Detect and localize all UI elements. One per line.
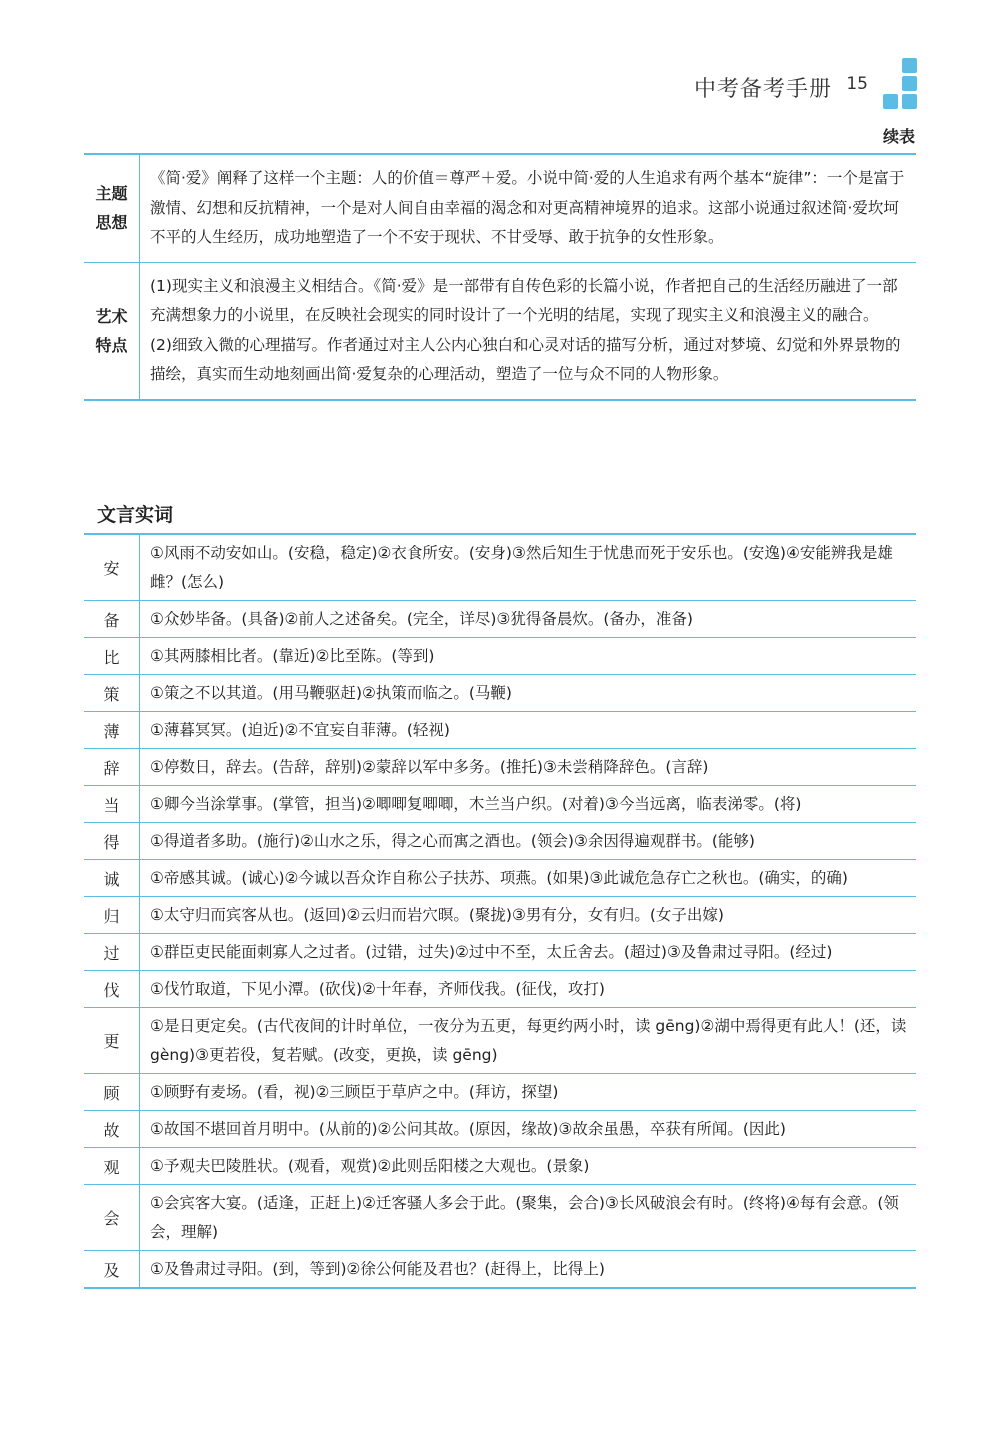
page-header (0, 58, 1000, 118)
table-row (84, 1074, 916, 1111)
word-definitions: ①策之不以其道。(用马鞭驱赶)②执策而临之。(马鞭) (140, 675, 917, 712)
word-char: 策 (84, 675, 140, 712)
table-row (84, 971, 916, 1008)
table-row (84, 897, 916, 934)
word-char: 会 (84, 1185, 140, 1251)
word-definitions: ①群臣吏民能面刺寡人之过者。(过错，过失)②过中不至，太丘舍去。(超过)③及鲁肃过寻阳。(经过) (140, 934, 917, 971)
word-definitions: ①予观夫巴陵胜状。(观看，观赏)②此则岳阳楼之大观也。(景象) (140, 1148, 917, 1185)
decorative-squares-icon (883, 58, 917, 110)
paragraph: 《简·爱》阐释了这样一个主题：人的价值＝尊严＋爱。小说中简·爱的人生追求有两个基本“旋律”：一个是富于激情、幻想和反抗精神，一个是对人间自由幸福的渴念和对更高精神境界的追求。这部小说通过叙述简·爱坎坷不平的人生经历，成功地塑造了一个不安于现状、不甘受辱、敢于抗争的女性形象。 (150, 169, 905, 246)
classical-words-table (84, 533, 916, 1289)
page-number: 15 (846, 74, 868, 94)
word-char: 故 (84, 1111, 140, 1148)
novel-info-table (84, 153, 916, 401)
table-row (84, 154, 916, 262)
table-row (84, 749, 916, 786)
row-content (140, 154, 917, 262)
word-definitions: ①故国不堪回首月明中。(从前的)②公问其故。(原因，缘故)③故余虽愚，卒获有所闻。(因此) (140, 1111, 917, 1148)
word-char: 辞 (84, 749, 140, 786)
table-row (84, 1111, 916, 1148)
word-definitions: ①帝感其诚。(诚心)②今诚以吾众诈自称公子扶苏、项燕。(如果)③此诚危急存亡之秋也。(确实，的确) (140, 860, 917, 897)
table-row (84, 1008, 916, 1074)
word-char: 归 (84, 897, 140, 934)
word-definitions: ①众妙毕备。(具备)②前人之述备矣。(完全，详尽)③犹得备晨炊。(备办，准备) (140, 601, 917, 638)
table-row (84, 534, 916, 601)
word-char: 观 (84, 1148, 140, 1185)
continued-label: 续表 (882, 127, 915, 146)
word-char: 薄 (84, 712, 140, 749)
word-definitions: ①卿今当涂掌事。(掌管，担当)②唧唧复唧唧，木兰当户织。(对着)③今当远离，临表涕零。(将) (140, 786, 917, 823)
table-row (84, 675, 916, 712)
paragraph: (1)现实主义和浪漫主义相结合。《简·爱》是一部带有自传色彩的长篇小说，作者把自己的生活经历融进了一部充满想象力的小说里，在反映社会现实的同时设计了一个光明的结尾，实现了现实主义和浪漫主义的融合。 (150, 276, 898, 324)
row-label: 艺术 特点 (84, 262, 140, 400)
table-row (84, 638, 916, 675)
word-char: 备 (84, 601, 140, 638)
row-label: 主题 思想 (84, 154, 140, 262)
table-row (84, 1148, 916, 1185)
word-char: 诚 (84, 860, 140, 897)
table-row (84, 860, 916, 897)
table-row (84, 1251, 916, 1289)
word-definitions: ①伐竹取道，下见小潭。(砍伐)②十年春，齐师伐我。(征伐，攻打) (140, 971, 917, 1008)
table-row (84, 823, 916, 860)
word-char: 当 (84, 786, 140, 823)
word-char: 顾 (84, 1074, 140, 1111)
paragraph: (2)细致入微的心理描写。作者通过对主人公内心独白和心灵对话的描写分析，通过对梦境、幻觉和外界景物的描绘，真实而生动地刻画出简·爱复杂的心理活动，塑造了一位与众不同的人物形象。 (150, 335, 901, 383)
word-definitions: ①会宾客大宴。(适逢，正赶上)②迁客骚人多会于此。(聚集，会合)③长风破浪会有时。(终将)④每有会意。(领会，理解) (140, 1185, 917, 1251)
table-row (84, 934, 916, 971)
word-char: 比 (84, 638, 140, 675)
word-definitions: ①风雨不动安如山。(安稳，稳定)②衣食所安。(安身)③然后知生于忧患而死于安乐也。(安逸)④安能辨我是雄雌？(怎么) (150, 543, 893, 591)
word-definitions: ①停数日，辞去。(告辞，辞别)②蒙辞以军中多务。(推托)③未尝稍降辞色。(言辞) (140, 749, 917, 786)
table-row (84, 712, 916, 749)
word-definitions: ①得道者多助。(施行)②山水之乐，得之心而寓之酒也。(领会)③余因得遍观群书。(能够) (140, 823, 917, 860)
row-content (140, 262, 917, 400)
word-definitions: ①太守归而宾客从也。(返回)②云归而岩穴暝。(聚拢)③男有分，女有归。(女子出嫁) (140, 897, 917, 934)
book-title: 中考备考手册 (693, 77, 832, 102)
section-title: 文言实词 (97, 504, 174, 526)
word-char: 及 (84, 1251, 140, 1289)
word-definitions: ①顾野有麦场。(看，视)②三顾臣于草庐之中。(拜访，探望) (140, 1074, 917, 1111)
table-row (84, 1185, 916, 1251)
word-definitions: ①薄暮冥冥。(迫近)②不宜妄自菲薄。(轻视) (140, 712, 917, 749)
table-row (84, 786, 916, 823)
word-definitions: ①其两膝相比者。(靠近)②比至陈。(等到) (140, 638, 917, 675)
word-char: 更 (84, 1008, 140, 1074)
table-row (84, 262, 916, 400)
word-definitions: ①及鲁肃过寻阳。(到，等到)②徐公何能及君也？(赶得上，比得上) (140, 1251, 917, 1289)
table-row (84, 601, 916, 638)
word-char: 得 (84, 823, 140, 860)
word-char: 过 (84, 934, 140, 971)
word-char: 安 (84, 534, 140, 601)
word-char: 伐 (84, 971, 140, 1008)
word-definitions: ①是日更定矣。(古代夜间的计时单位，一夜分为五更，每更约两小时，读 gēng)②湖中焉得更有此人！(还，读 gèng)③更若役，复若赋。(改变，更换，读 gēng) (140, 1008, 917, 1074)
